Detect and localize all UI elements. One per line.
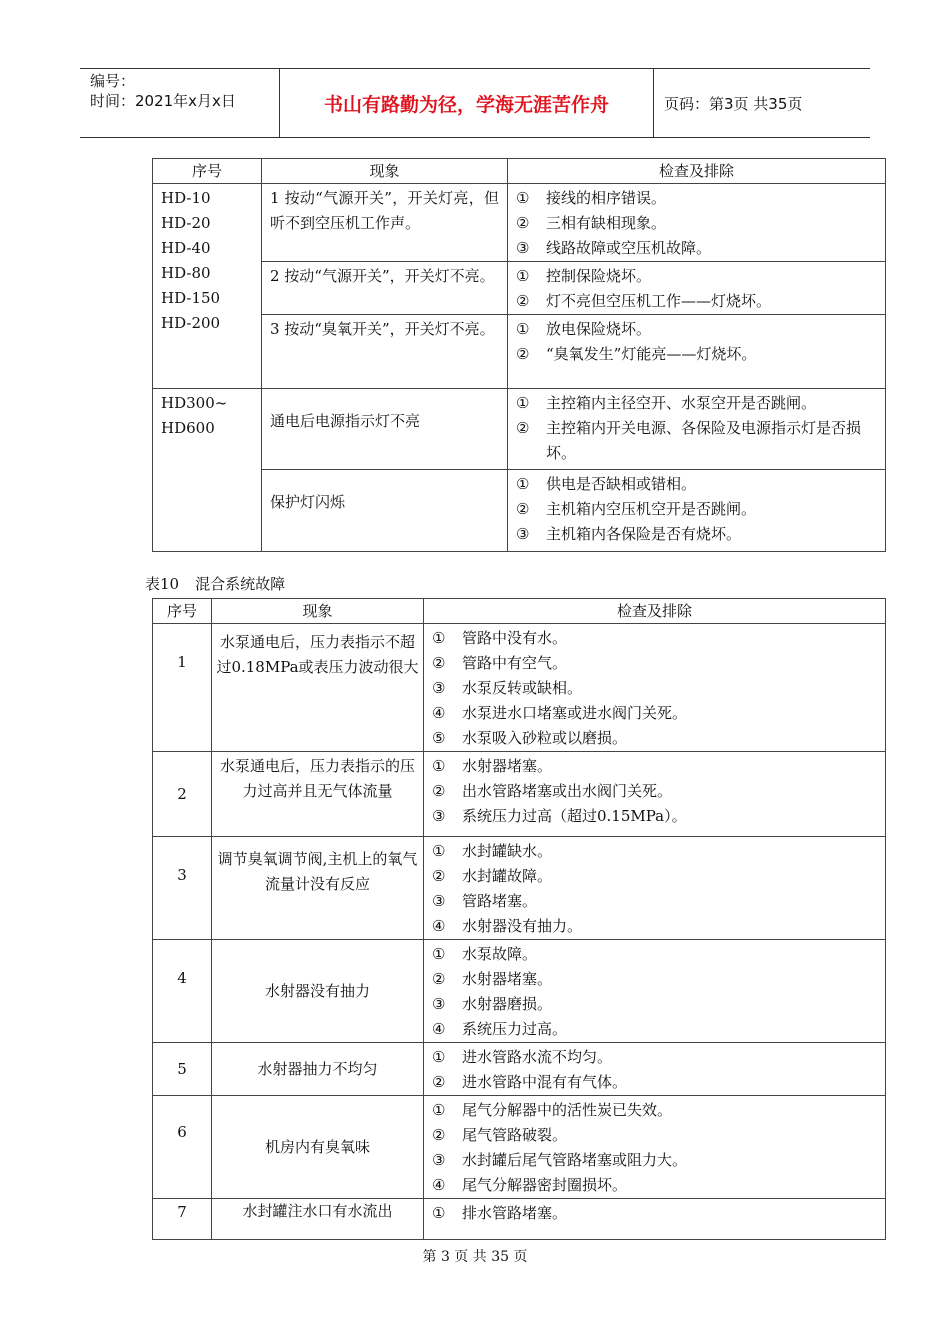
phenomenon-cell: 水射器没有抽力: [212, 940, 424, 1043]
table-row: [153, 262, 886, 315]
phenomenon-cell: 保护灯闪烁: [262, 470, 508, 552]
check-item: ① 管路中没有水。: [432, 629, 568, 647]
check-item: ① 供电是否缺相或错相。: [516, 475, 697, 493]
model-name: HD-150: [161, 289, 221, 307]
phenomenon-cell: 水封罐注水口有水流出: [212, 1199, 424, 1240]
fault-table-ozone: [152, 158, 886, 552]
table-header-row: [153, 159, 886, 184]
phenomenon-cell: 2 按动“气源开关”，开关灯不亮。: [262, 262, 508, 315]
check-cell: [424, 624, 886, 752]
phenomenon-cell: 通电后电源指示灯不亮: [262, 389, 508, 470]
check-item: ④ 尾气分解器密封圈损坏。: [432, 1176, 628, 1194]
check-cell: [424, 940, 886, 1043]
table-caption: [145, 573, 285, 594]
phenomenon-cell: 水泵通电后，压力表指示的压力过高并且无气体流量: [212, 752, 424, 837]
check-item: ③ 水射器磨损。: [432, 995, 553, 1013]
check-item: ④ 水泵进水口堵塞或进水阀门关死。: [432, 704, 688, 722]
col-header-no: 序号: [153, 599, 212, 624]
check-item: ① 放电保险烧坏。: [516, 320, 652, 338]
row-number: 4: [153, 940, 212, 1043]
page-header: [80, 68, 870, 138]
header-page-label: 页码：第3页 共35页: [664, 94, 803, 113]
check-item: ① 主控箱内主径空开、水泵空开是否跳闸。: [516, 394, 817, 412]
header-motto: 书山有路勤为径，学海无涯苦作舟: [280, 69, 654, 137]
table-row: [153, 1043, 886, 1096]
caption-label: 表10: [145, 575, 180, 593]
row-number: 6: [153, 1096, 212, 1199]
phenomenon-cell: 调节臭氧调节阀,主机上的氧气流量计没有反应: [212, 837, 424, 940]
check-item: ② 主机箱内空压机空开是否跳闸。: [516, 500, 757, 518]
model-name: HD-10: [161, 189, 211, 207]
table-row: [153, 389, 886, 470]
phenomenon-cell: 3 按动“臭氧开关”，开关灯不亮。: [262, 315, 508, 389]
col-header-check: 检查及排除: [424, 599, 886, 624]
check-item: ① 接线的相序错误。: [516, 189, 667, 207]
table-row: [153, 315, 886, 389]
table-row: [153, 470, 886, 552]
check-cell: [508, 184, 886, 262]
check-item: ① 水封罐缺水。: [432, 842, 553, 860]
check-item: ② 出水管路堵塞或出水阀门关死。: [432, 782, 673, 800]
check-item: ③ 线路故障或空压机故障。: [516, 239, 712, 257]
col-header-phenomenon: 现象: [262, 159, 508, 184]
check-item: ① 进水管路水流不均匀。: [432, 1048, 613, 1066]
check-cell: [424, 1096, 886, 1199]
header-meta: [80, 69, 280, 137]
phenomenon-cell: 1 按动“气源开关”，开关灯亮，但听不到空压机工作声。: [262, 184, 508, 262]
table-row: [153, 1199, 886, 1240]
check-cell: [508, 315, 886, 389]
check-cell: [508, 389, 886, 470]
table-row: [153, 837, 886, 940]
model-name: HD300~: [161, 394, 228, 412]
row-number: 1: [153, 624, 212, 752]
phenomenon-cell: 水泵通电后，压力表指示不超过0.18MPa或表压力波动很大: [212, 624, 424, 752]
table-row: [153, 1096, 886, 1199]
col-header-check: 检查及排除: [508, 159, 886, 184]
check-cell: [424, 752, 886, 837]
model-name: HD-200: [161, 314, 221, 332]
check-item: ② 水射器堵塞。: [432, 970, 553, 988]
code-label: 编号：: [90, 72, 136, 90]
table-row: [153, 752, 886, 837]
table-row: [153, 624, 886, 752]
check-item: ② 三相有缺相现象。: [516, 214, 667, 232]
row-number: 7: [153, 1199, 212, 1240]
col-header-phenomenon: 现象: [212, 599, 424, 624]
check-cell: [424, 1043, 886, 1096]
row-number: 3: [153, 837, 212, 940]
phenomenon-cell: 水射器抽力不均匀: [212, 1043, 424, 1096]
check-item: ② “臭氧发生”灯能亮——灯烧坏。: [516, 345, 757, 363]
check-item: ③ 管路堵塞。: [432, 892, 538, 910]
check-item: ② 水封罐故障。: [432, 867, 553, 885]
check-item: ⑤ 水泵吸入砂粒或以磨损。: [432, 729, 628, 747]
row-number: 5: [153, 1043, 212, 1096]
fault-table-mixing-system: [152, 598, 886, 1240]
page-footer: 第 3 页 共 35 页: [422, 1249, 528, 1265]
check-item: ③ 系统压力过高（超过0.15MPa）。: [432, 807, 687, 825]
model-name: HD-20: [161, 214, 211, 232]
time-label: 时间：2021年x月x日: [90, 92, 236, 110]
check-item: ④ 系统压力过高。: [432, 1020, 568, 1038]
check-item: ① 排水管路堵塞。: [432, 1204, 568, 1222]
check-cell: [424, 837, 886, 940]
check-item: ② 进水管路中混有有气体。: [432, 1073, 628, 1091]
check-item: ① 尾气分解器中的活性炭已失效。: [432, 1101, 673, 1119]
check-cell: [508, 470, 886, 552]
check-item: ② 管路中有空气。: [432, 654, 568, 672]
table-row: [153, 940, 886, 1043]
row-number: 2: [153, 752, 212, 837]
check-item: ① 水泵故障。: [432, 945, 538, 963]
check-cell: [424, 1199, 886, 1240]
model-name: HD600: [161, 419, 215, 437]
check-item: ① 水射器堵塞。: [432, 757, 553, 775]
model-name: HD-80: [161, 264, 211, 282]
check-item: ③ 主机箱内各保险是否有烧坏。: [516, 525, 742, 543]
phenomenon-cell: 机房内有臭氧味: [212, 1096, 424, 1199]
caption-title: 混合系统故障: [195, 575, 286, 593]
col-header-no: 序号: [153, 159, 262, 184]
check-item: ② 灯不亮但空压机工作——灯烧坏。: [516, 292, 772, 310]
check-item: ② 主控箱内开关电源、各保险及电源指示灯是否损坏。: [516, 419, 862, 462]
check-item: ③ 水封罐后尾气管路堵塞或阻力大。: [432, 1151, 688, 1169]
check-item: ③ 水泵反转或缺相。: [432, 679, 583, 697]
check-cell: [508, 262, 886, 315]
check-item: ② 尾气管路破裂。: [432, 1126, 568, 1144]
table-row: [153, 184, 886, 262]
check-item: ① 控制保险烧坏。: [516, 267, 652, 285]
table-header-row: [153, 599, 886, 624]
model-name: HD-40: [161, 239, 211, 257]
model-cell-a: [153, 184, 262, 389]
check-item: ④ 水射器没有抽力。: [432, 917, 583, 935]
model-cell-b: [153, 389, 262, 552]
